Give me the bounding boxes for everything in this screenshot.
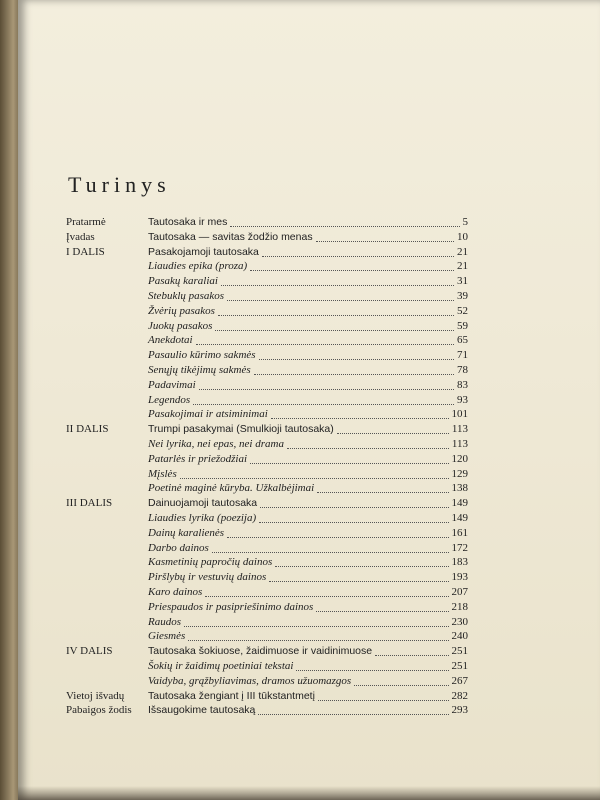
bottom-shadow — [18, 786, 600, 800]
dot-leader — [215, 330, 454, 331]
toc-part-label: I DALIS — [66, 245, 105, 258]
toc-page-number: 59 — [457, 319, 468, 332]
toc-entry — [0, 231, 600, 246]
toc-entry-title: Pasakojimai ir atsiminimai — [148, 408, 268, 421]
dot-leader — [221, 285, 454, 286]
dot-leader — [318, 700, 449, 701]
toc-entry — [0, 497, 600, 512]
toc-page-number: 230 — [451, 615, 468, 628]
toc-entry-title: Anekdotai — [148, 334, 193, 347]
dot-leader — [212, 552, 449, 553]
dot-leader — [354, 685, 449, 686]
dot-leader — [375, 655, 449, 656]
toc-entry — [0, 408, 600, 423]
dot-leader — [250, 270, 454, 271]
toc-entry — [0, 468, 600, 483]
toc-entry — [0, 571, 600, 586]
toc-entry — [0, 379, 600, 394]
toc-entry-title: Išsaugokime tautosaką — [148, 704, 256, 717]
dot-leader — [218, 315, 454, 316]
toc-page-number: 183 — [451, 556, 468, 569]
toc-page-number: 21 — [457, 245, 468, 258]
toc-part-label: Pratarmė — [66, 216, 106, 228]
toc-entry — [0, 645, 600, 660]
toc-entry — [0, 423, 600, 438]
toc-entry-title: Liaudies epika (proza) — [148, 260, 248, 273]
toc-entry — [0, 334, 600, 349]
toc-page-number: 251 — [451, 660, 468, 672]
dot-leader — [271, 418, 449, 419]
dot-leader — [317, 492, 449, 493]
toc-entry-title: Mįslės — [148, 467, 177, 480]
dot-leader — [316, 241, 454, 242]
toc-page-number: 149 — [451, 497, 468, 510]
toc-page-number: 93 — [457, 393, 468, 406]
toc-entry-title: Dainų karalienės — [148, 526, 225, 539]
toc-entry — [0, 601, 600, 616]
toc-entry-title: Trumpi pasakymai (Smulkioji tautosaka) — [148, 423, 334, 436]
toc-entry — [0, 438, 600, 453]
toc-page-number: 5 — [462, 216, 468, 228]
toc-entry-title: Darbo dainos — [148, 541, 209, 554]
toc-page-number: 31 — [457, 275, 468, 288]
toc-page-number: 78 — [457, 364, 468, 376]
toc-page-number: 207 — [451, 586, 468, 598]
toc-page-number: 129 — [451, 467, 468, 480]
toc-page-number: 172 — [451, 541, 468, 554]
toc-entry — [0, 660, 600, 675]
toc-page-number: 113 — [451, 423, 468, 436]
toc-entry-title: Raudos — [148, 615, 181, 628]
toc-entry — [0, 556, 600, 571]
toc-entry-title: Žvėrių pasakos — [148, 304, 215, 317]
page-title: Turinys — [68, 172, 171, 197]
toc-entry-title: Piršlybų ir vestuvių dainos — [148, 571, 267, 584]
toc-entry — [0, 364, 600, 379]
toc-entry — [0, 349, 600, 364]
toc-entry — [0, 542, 600, 557]
toc-entry-title: Pasakų karaliai — [148, 275, 218, 288]
toc-entry — [0, 320, 600, 335]
toc-entry-title: Nei lyrika, nei epas, nei drama — [148, 438, 284, 450]
toc-entry-title: Liaudies lyrika (poezija) — [148, 512, 257, 524]
toc-entry — [0, 527, 600, 542]
toc-page-number: 83 — [457, 378, 468, 391]
toc-page-number: 240 — [451, 630, 468, 643]
toc-page-number: 21 — [457, 260, 468, 273]
toc-part-label: Pabaigos žodis — [66, 704, 132, 717]
toc-entry — [0, 246, 600, 261]
toc-part-label: IV DALIS — [66, 645, 113, 658]
toc-part-label: Įvadas — [66, 230, 95, 243]
dot-leader — [188, 640, 449, 641]
toc-entry-title: Priespaudos ir pasipriešinimo dainos — [148, 600, 314, 613]
dot-leader — [254, 374, 454, 375]
toc-page-number: 251 — [451, 645, 468, 658]
toc-entry — [0, 675, 600, 690]
toc-page-number: 10 — [457, 230, 468, 243]
toc-page-number: 101 — [451, 408, 468, 421]
toc-entry-title: Tautosaka žengiant į III tūkstantmetį — [148, 689, 315, 702]
toc-entry-title: Tautosaka ir mes — [148, 216, 228, 228]
dot-leader — [184, 626, 449, 627]
toc-page-number: 52 — [457, 304, 468, 317]
dot-leader — [260, 507, 449, 508]
dot-leader — [296, 670, 449, 671]
toc-entry-title: Poetinė maginė kūryba. Užkalbėjimai — [148, 482, 315, 495]
dot-leader — [193, 404, 454, 405]
toc-page-number: 138 — [451, 482, 468, 495]
toc-entry-title: Padavimai — [148, 378, 196, 391]
toc-entry — [0, 586, 600, 601]
toc-page-number: 65 — [457, 334, 468, 347]
toc-entry — [0, 275, 600, 290]
toc-entry-title: Tautosaka — savitas žodžio menas — [148, 230, 313, 243]
toc-part-label: III DALIS — [66, 497, 113, 510]
dot-leader — [337, 433, 449, 434]
toc-part-label: II DALIS — [66, 423, 109, 436]
dot-leader — [259, 359, 454, 360]
toc-entry — [0, 704, 600, 719]
toc-entry — [0, 482, 600, 497]
toc-entry — [0, 305, 600, 320]
toc-entry-title: Dainuojamoji tautosaka — [148, 497, 258, 510]
dot-leader — [259, 522, 449, 523]
toc-entry-title: Legendos — [148, 393, 191, 406]
dot-leader — [205, 596, 449, 597]
dot-leader — [230, 226, 460, 227]
toc-entry — [0, 630, 600, 645]
toc-entry-title: Giesmės — [148, 630, 186, 643]
dot-leader — [275, 566, 449, 567]
toc-part-label: Vietoj išvadų — [66, 689, 125, 702]
toc-entry — [0, 290, 600, 305]
toc-entry — [0, 616, 600, 631]
toc-entry-title: Kasmetinių papročių dainos — [148, 556, 273, 569]
dot-leader — [258, 714, 449, 715]
toc-page-number: 120 — [451, 452, 468, 465]
toc-page-number: 218 — [451, 600, 468, 613]
toc-entry-title: Pasakojamoji tautosaka — [148, 245, 259, 258]
dot-leader — [199, 389, 454, 390]
toc-page-number: 149 — [451, 512, 468, 524]
toc-entry-title: Senųjų tikėjimų sakmės — [148, 364, 251, 376]
toc-entry — [0, 512, 600, 527]
dot-leader — [287, 448, 449, 449]
toc-entry-title: Pasaulio kūrimo sakmės — [148, 349, 256, 362]
toc-page-number: 193 — [451, 571, 468, 584]
toc-page-number: 267 — [451, 674, 468, 687]
toc-page-number: 282 — [451, 689, 468, 702]
dot-leader — [262, 256, 454, 257]
toc-page-number: 161 — [451, 526, 468, 539]
toc-entry-title: Patarlės ir priežodžiai — [148, 452, 248, 465]
toc-entry — [0, 394, 600, 409]
toc-entry — [0, 453, 600, 468]
toc-entry — [0, 216, 600, 231]
toc-entry-title: Stebuklų pasakos — [148, 290, 225, 302]
dot-leader — [316, 611, 449, 612]
toc-page-number: 293 — [451, 704, 468, 717]
dot-leader — [196, 344, 454, 345]
toc-entry — [0, 260, 600, 275]
toc-page-number: 71 — [457, 349, 468, 362]
dot-leader — [180, 478, 449, 479]
toc-entry-title: Vaidyba, grąžbyliavimas, dramos užuomazgos — [148, 674, 352, 687]
toc-entry-title: Juokų pasakos — [148, 319, 213, 332]
toc-entry-title: Šokių ir žaidimų poetiniai tekstai — [148, 660, 294, 672]
dot-leader — [227, 537, 449, 538]
toc-entry — [0, 690, 600, 705]
toc-page-number: 39 — [457, 290, 468, 302]
toc-entry-title: Karo dainos — [148, 586, 203, 598]
toc-entry-title: Tautosaka šokiuose, žaidimuose ir vaidinimuose — [148, 645, 373, 658]
dot-leader — [250, 463, 449, 464]
dot-leader — [269, 581, 449, 582]
dot-leader — [227, 300, 454, 301]
toc-page-number: 113 — [451, 438, 468, 450]
